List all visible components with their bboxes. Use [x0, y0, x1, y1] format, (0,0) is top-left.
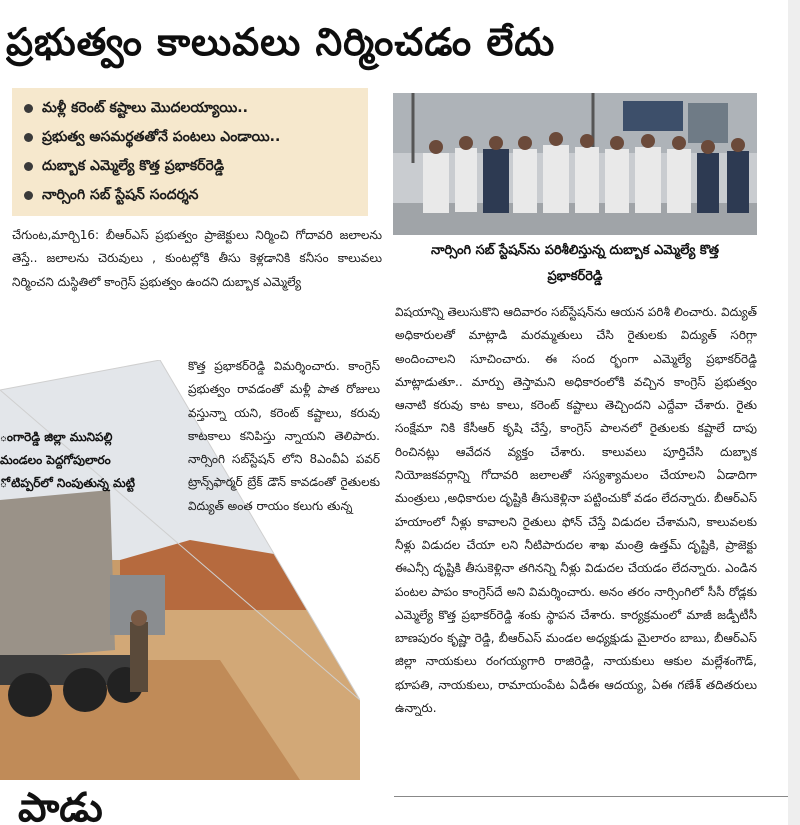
page-edge — [788, 0, 800, 825]
article-column-3: విషయాన్ని తెలుసుకొని ఆదివారం సబ్‌స్టేషన్‌ను ఆయన పరిశీ లించారు. విద్యుత్ అధికారులతో మాట్లాడి మరమ్మతులు చేసి రైతులకు విద్యుత్ సరిగ్గా అందించాలని సూచించారు. ఈ సంద ర్భంగా ఎమ్మెల్యే ప్రభాకర్‌రెడ్డి మాట్లాడుతూ.. మార్పు తెస్తామని అధికారంలోకి వచ్చిన కాంగ్రెస్ ప్రభుత్వం ఆనాటి కరువు కాట కాలు, కరెంట్ కష్టాలు తెచ్చిందని ఎద్దేవా చేశారు. రైతు సంక్షేమా నికి కేసీఆర్ కృషి చేస్తే, కాంగ్రెస్ పాలనలో రైతులకు కష్టాలే దాపు రించినట్లు ఆవేదన వ్యక్తం చేశారు. కాలువలు పూర్తిచేసి దుబ్బాక నియోజకవర్గాన్ని గోదావరి జలాలతో సస్యశ్యామలం చేయాలని ఏడాదిగా మంత్రులు ,అధికారుల దృష్టికి తీసుకెళ్లినా పట్టించుకో వడం లేదన్నారు. బీఆర్ఎస్ హయాంలో నీళ్లు కావాలని రైతులు ఫోన్ చేస్తే విడుదల చేశామని, కాలువలకు నీళ్లు విడుదల చేయా లని నీటిపారుదల శాఖ మంత్రి ఉత్తమ్ దృష్టికి, ప్రాజెక్టు ఈఎన్సీ దృష్టికి తీసుకెళ్లినా తగినన్ని నీళ్లు విడుదల చేయడం లేదన్నారు. ఎండిన పంటల పాపం కాంగ్రెస్‌దే అని విమర్శించారు. అనం తరం నార్సింగిలో సీసీ రోడ్లకు ఎమ్మెల్యే కొత్త ప్రభాకర్‌రెడ్డి శంకు స్థాపన చేశారు. కార్యక్రమంలో మాజీ జడ్పీటీసీ బాణపురం కృష్ణా రెడ్డి, బీఆర్ఎస్ మండల అధ్యక్షుడు మైలారం బాబు, బీఆర్ఎస్ జిల్లా నాయకులు రంగయ్యగారి రాజిరెడ్డి, నాయకులు ఆకుల మల్లేశంగౌడ్, భూపతి, నాయకులు, రామాయంపేట ఏడీఈ ఆదయ్య, ఏఈ గణేశ్ తదితరులు ఉన్నారు. — [395, 305, 757, 716]
bullet-icon — [24, 133, 33, 142]
headline: ప్రభుత్వం కాలువలు నిర్మించడం లేదు — [6, 20, 556, 64]
photo-caption: నార్సింగి సబ్ స్టేషన్‌ను పరిశీలిస్తున్న దుబ్బాక ఎమ్మెల్యే కొత్త ప్రభాకర్‌రెడ్డి — [431, 243, 719, 284]
article-column-1: చేగుంట,మార్చి16: బీఆర్ఎస్ ప్రభుత్వం ప్రాజెక్టులు నిర్మించి గోదావరి జలాలను తెస్తే.. జలాలను చెరువులు , కుంటల్లోకి తీసు కెళ్లడానికి కనీసం కాలువలు నిర్మించని దుస్థితిలో కాంగ్రెస్ ప్రభుత్వం ఉందని దుబ్బాక ఎమ్మెల్యే — [12, 228, 382, 289]
highlight-item: మళ్లీ కరెంట్ కష్టాలు మొదలయ్యాయి.. — [24, 94, 362, 123]
highlights-box — [12, 88, 368, 216]
highlight-item: దుబ్బాక ఎమ్మెల్యే కొత్త ప్రభాకర్‌రెడ్డి — [24, 152, 362, 181]
divider — [394, 796, 800, 797]
highlight-item: నార్సింగి సబ్ స్టేషన్ సందర్శన — [24, 181, 362, 210]
bullet-icon — [24, 104, 33, 113]
substation-photo — [393, 93, 757, 235]
bullet-icon — [24, 191, 33, 200]
bullet-icon — [24, 162, 33, 171]
article-column-2: కొత్త ప్రభాకర్‌రెడ్డి విమర్శించారు. కాంగ్రెస్ ప్రభుత్వం రావడంతో మళ్లీ పాత రోజులు వస్తున్నా యని, కరెంట్ కష్టాలు, కరువు కాటకాలు కనిపిస్తు న్నాయని తెలిపారు. నార్సింగి సబ్‌స్టేషన్ లోని 8ఎంవీఏ పవర్ ట్రాన్స్‌ఫార్మర్ బ్రేక్ డౌన్ కావడంతో రైతులకు విద్యుత్ అంత రాయం కలుగు తున్న — [188, 359, 380, 513]
side-photo-caption: ంగారెడ్డి జిల్లా మునిపల్లి మండలం పెద్దగోపులారం ో టిప్పర్‌లో నింపుతున్న మట్టి — [0, 430, 135, 490]
highlight-item: ప్రభుత్వ అసమర్థతతోనే పంటలు ఎండాయి.. — [24, 123, 362, 152]
next-article-headline: పాడు — [18, 785, 103, 825]
